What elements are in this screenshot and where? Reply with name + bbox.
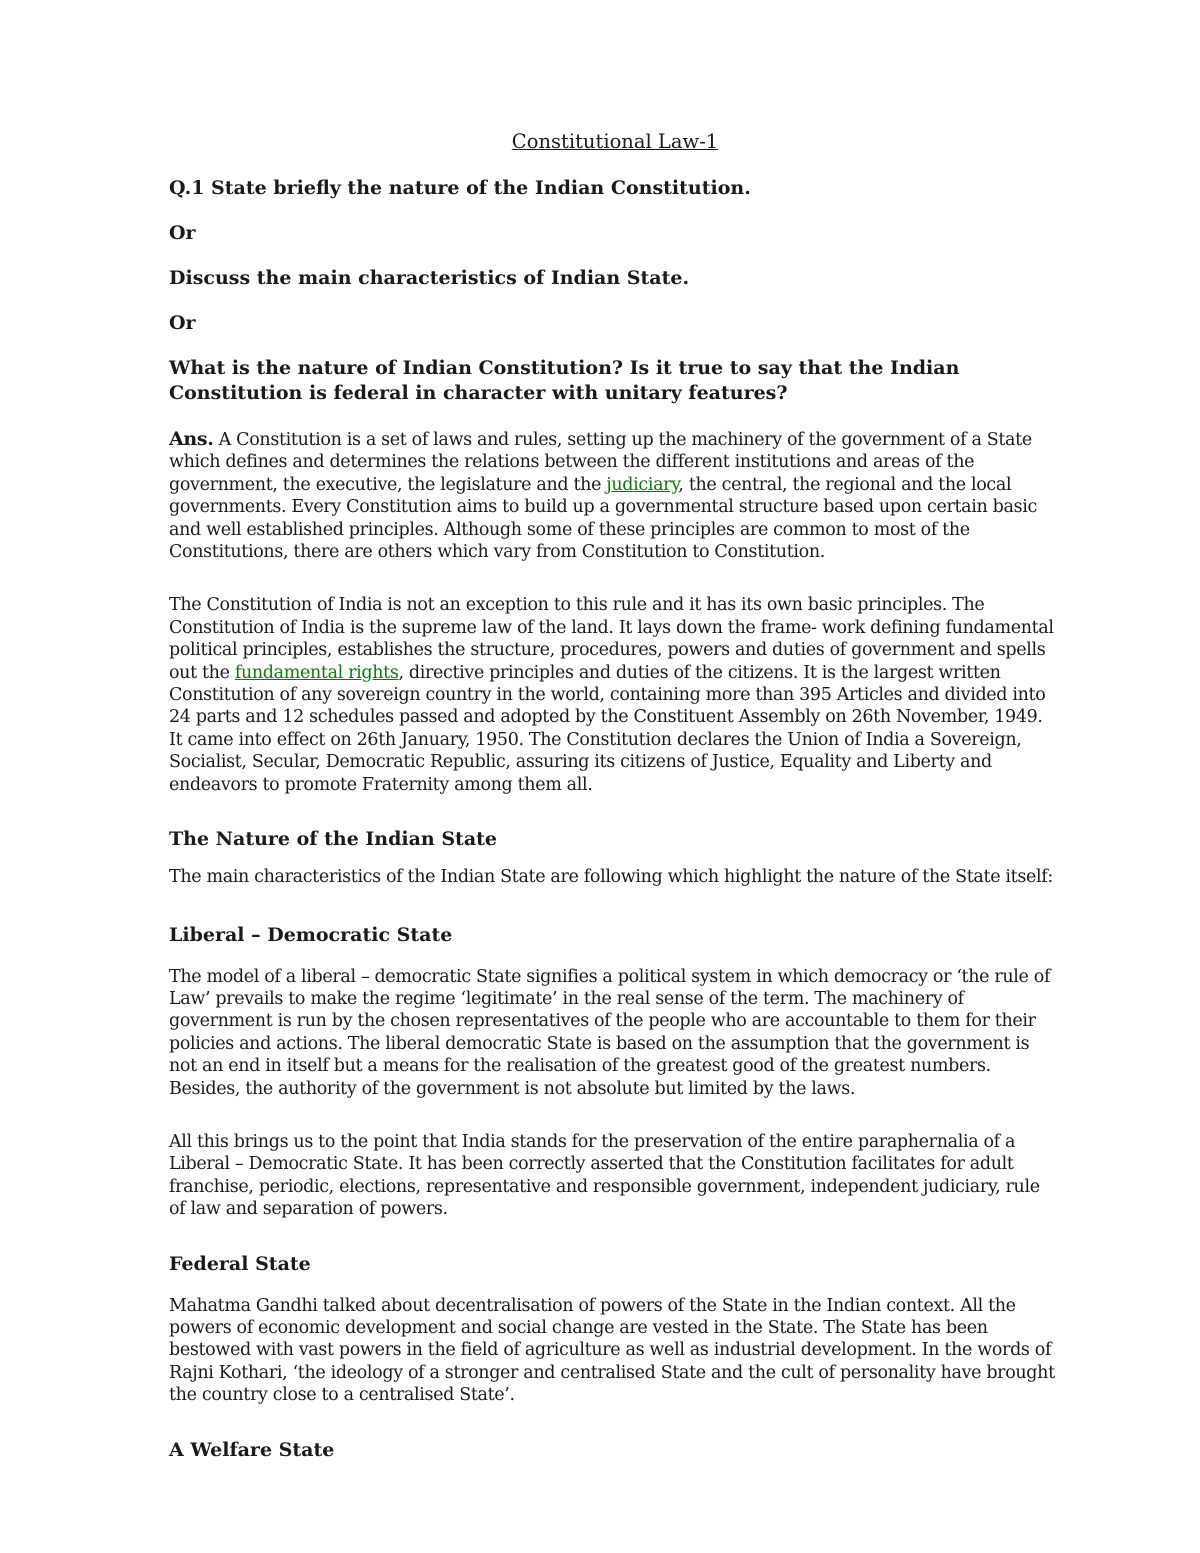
page-title: Constitutional Law-1 xyxy=(511,130,719,153)
answer-text: , the central, the regional and the local governments. Every Constitution aims to build up a governmental structure based upon certain basic and well established principles. Although some of these principles are common to most of the Constitutions, there are others which vary from Constitution to Constitution. xyxy=(169,474,1037,563)
section-heading: Federal State xyxy=(169,1252,311,1275)
answer-text: , directive principles and duties of the citizens. It is the largest written Constitution of any sovereign country in the world, containing more than 395 Articles and divided into 24 parts and 12 schedules passed and adopted by the Constituent Assembly on 26th November, 1949. It came into effect on 26th January, 1950. The Constitution declares the Union of India a Sovereign, Socialist, Secular, Democratic Republic, assuring its citizens of Justice, Equality and Liberty and endeavors to promote Fraternity among them all. xyxy=(169,662,1046,795)
section-intro: The main characteristics of the Indian State are following which highlight the nature of the State itself: xyxy=(169,867,1053,888)
body-paragraph: All this brings us to the point that India stands for the preservation of the entire paraphernalia of a Liberal – Democratic State. It has been correctly asserted that the Constitution facilitates for adult franchise, periodic, elections, representative and responsible government, independent judiciary, rule of law and separation of powers. xyxy=(169,1131,1040,1220)
body-paragraph: Mahatma Gandhi talked about decentralisation of powers of the State in the Indian context. All the powers of economic development and social change are vested in the State. The State has been bestowed with vast powers in the field of agriculture as well as industrial development. In the words of Rajni Kothari, ‘the ideology of a stronger and centralised State and the cult of personality have brought the country close to a centralised State’. xyxy=(169,1295,1055,1406)
alternate-question: Discuss the main characteristics of Indian State. xyxy=(169,267,690,289)
judiciary-link[interactable]: judiciary xyxy=(606,474,679,495)
answer-text: A Constitution is a set of laws and rules, setting up the machinery of the government of a State which defines and determines the relations between the different institutions and areas of the government, the executive, the legislature and the xyxy=(169,430,1032,495)
answer-text: The Constitution of India is not an exception to this rule and it has its own basic principles. The Constitution of India is the supreme law of the land. It lays down the frame- work defining fundamental political principles, establishes the structure, procedures, powers and duties of government and spells out the xyxy=(169,595,1054,683)
or-separator: Or xyxy=(169,312,196,334)
alternate-question: What is the nature of Indian Constitution? Is it true to say that the Indian Constitution is federal in character with unitary features? xyxy=(169,357,960,404)
body-paragraph: The model of a liberal – democratic State signifies a political system in which democracy or ‘the rule of Law’ prevails to make the regime ‘legitimate’ in the real sense of the term. The machinery of government is run by the chosen representatives of the people who are accountable to them for their policies and actions. The liberal democratic State is based on the assumption that the government is not an end in itself but a means for the realisation of the greatest good of the greatest numbers. Besides, the authority of the government is not absolute but limited by the laws. xyxy=(169,966,1051,1099)
answer-paragraph xyxy=(169,594,1061,796)
section-heading: A Welfare State xyxy=(169,1438,335,1461)
question-line: Q.1 State briefly the nature of the Indian Constitution. xyxy=(169,177,751,199)
fundamental-rights-link[interactable]: fundamental rights xyxy=(234,662,399,683)
answer-label: Ans. xyxy=(169,428,214,450)
section-heading: The Nature of the Indian State xyxy=(169,828,498,851)
or-separator: Or xyxy=(169,222,196,244)
document-body xyxy=(169,128,1061,1463)
section-heading: Liberal – Democratic State xyxy=(169,923,453,946)
answer-paragraph xyxy=(169,428,1061,563)
